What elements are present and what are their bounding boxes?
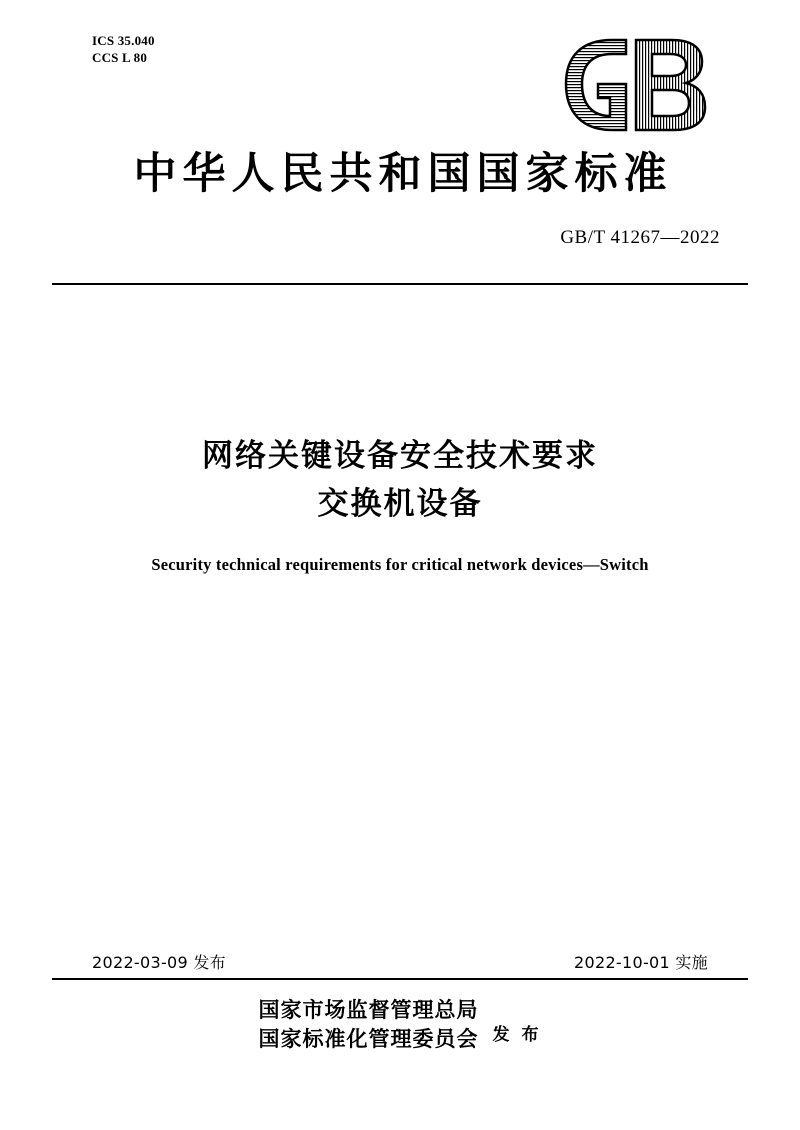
footer-divider [52, 978, 748, 980]
issuer-line-1: 国家市场监督管理总局 [258, 997, 479, 1022]
issuer-block [0, 995, 800, 1053]
effective-date: 2022-10-01 实施 [574, 953, 708, 972]
classification-codes [92, 32, 155, 66]
ccs-code: CCS L 80 [92, 50, 148, 65]
document-title [0, 432, 800, 528]
gb-logo-icon [552, 30, 722, 138]
document-title-english: Security technical requirements for critical network devices—Switch [151, 555, 649, 574]
header-divider [52, 283, 748, 285]
issuer-names [259, 995, 479, 1053]
document-title-line1: 网络关键设备安全技术要求 [202, 438, 598, 474]
ics-code: ICS 35.040 [92, 33, 155, 48]
document-title-line2: 交换机设备 [317, 486, 483, 522]
issuer-verb: 发 布 [492, 1024, 542, 1045]
issue-date: 2022-03-09 发布 [92, 953, 226, 972]
issuer-line-2: 国家标准化管理委员会 [258, 1026, 479, 1051]
standard-number: GB/T 41267—2022 [560, 227, 720, 248]
national-standard-title: 中华人民共和国国家标准 [133, 149, 673, 199]
